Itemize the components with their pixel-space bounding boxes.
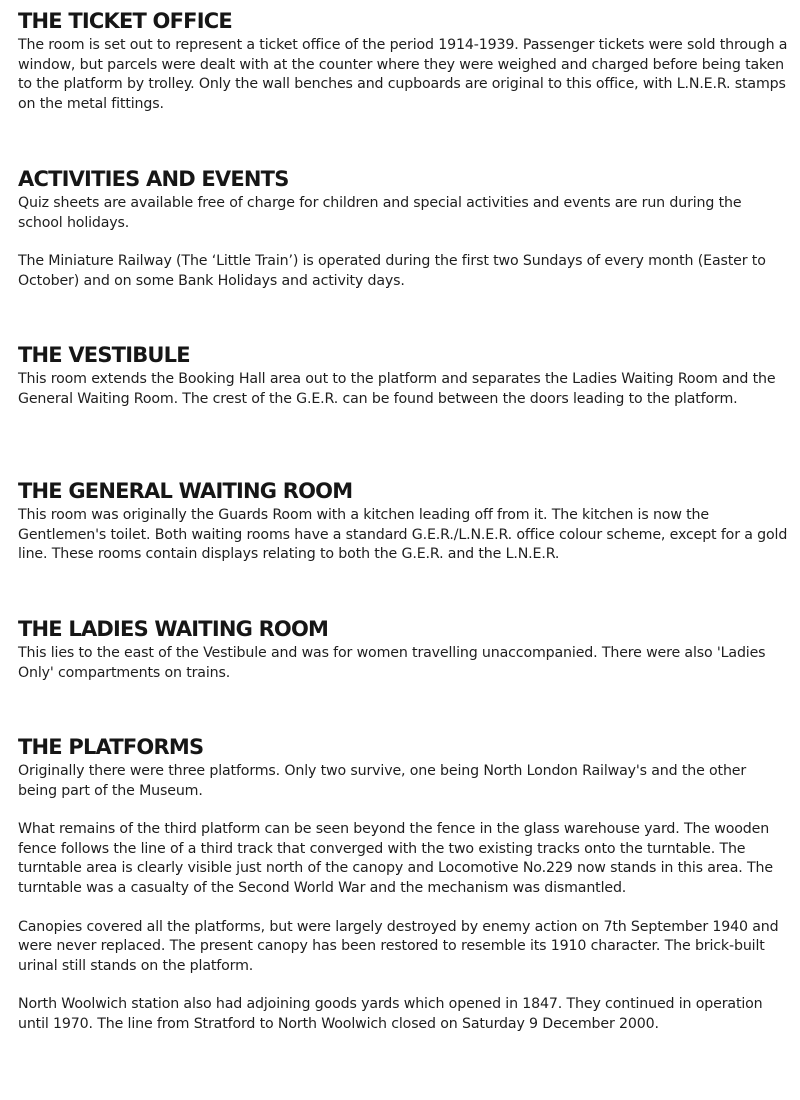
section-paragraph: Canopies covered all the platforms, but were largely destroyed by enemy action on 7th September 1940 and were never replaced. The present canopy has been restored to resemble its 1910 character. The brick-built urinal still stands on the platform. (18, 918, 779, 974)
section-heading: THE GENERAL WAITING ROOM (18, 479, 353, 503)
section-heading: THE TICKET OFFICE (18, 9, 232, 33)
section-platforms (18, 734, 788, 1035)
section-general-waiting-room (18, 478, 788, 565)
section-activities-and-events (18, 166, 788, 291)
section-paragraph: The Miniature Railway (The ‘Little Train’) is operated during the first two Sundays of every month (Easter to October) and on some Bank Holidays and activity days. (18, 253, 766, 289)
section-heading: THE LADIES WAITING ROOM (18, 617, 329, 641)
section-paragraph: This room was originally the Guards Room with a kitchen leading off from it. The kitchen is now the Gentlemen's toilet. Both waiting rooms have a standard G.E.R./L.N.E.R. office colour scheme, except for a gold line. These rooms contain displays relating to both the G.E.R. and the L.N.E.R. (18, 507, 788, 563)
section-paragraph: North Woolwich station also had adjoining goods yards which opened in 1847. They continued in operation until 1970. The line from Stratford to North Woolwich closed on Saturday 9 December 2000. (18, 996, 763, 1032)
section-paragraph: Originally there were three platforms. Only two survive, one being North London Railway's and the other being part of the Museum. (18, 763, 747, 799)
section-paragraph: The room is set out to represent a ticket office of the period 1914-1939. Passenger tickets were sold through a window, but parcels were dealt with at the counter where they were weighed and charged before being taken to the platform by trolley. Only the wall benches and cupboards are original to this office, with L.N.E.R. stamps on the metal fittings. (18, 37, 788, 112)
section-paragraph: Quiz sheets are available free of charge for children and special activities and events are run during the school holidays. (18, 195, 742, 231)
section-heading: ACTIVITIES AND EVENTS (18, 167, 289, 191)
section-ticket-office (18, 8, 788, 114)
section-vestibule (18, 342, 788, 409)
section-paragraph: What remains of the third platform can be seen beyond the fence in the glass warehouse yard. The wooden fence follows the line of a third track that converged with the two existing tracks onto the turntable. The turntable area is clearly visible just north of the canopy and Locomotive No.229 now stands in this area. The turntable was a casualty of the Second World War and the mechanism was dismantled. (18, 821, 773, 896)
section-heading: THE VESTIBULE (18, 343, 190, 367)
section-paragraph: This lies to the east of the Vestibule and was for women travelling unaccompanied. There were also 'Ladies Only' compartments on trains. (18, 645, 766, 681)
section-heading: THE PLATFORMS (18, 735, 204, 759)
section-ladies-waiting-room (18, 616, 788, 683)
section-paragraph: This room extends the Booking Hall area out to the platform and separates the Ladies Waiting Room and the General Waiting Room. The crest of the G.E.R. can be found between the doors leading to the platform. (18, 371, 776, 407)
